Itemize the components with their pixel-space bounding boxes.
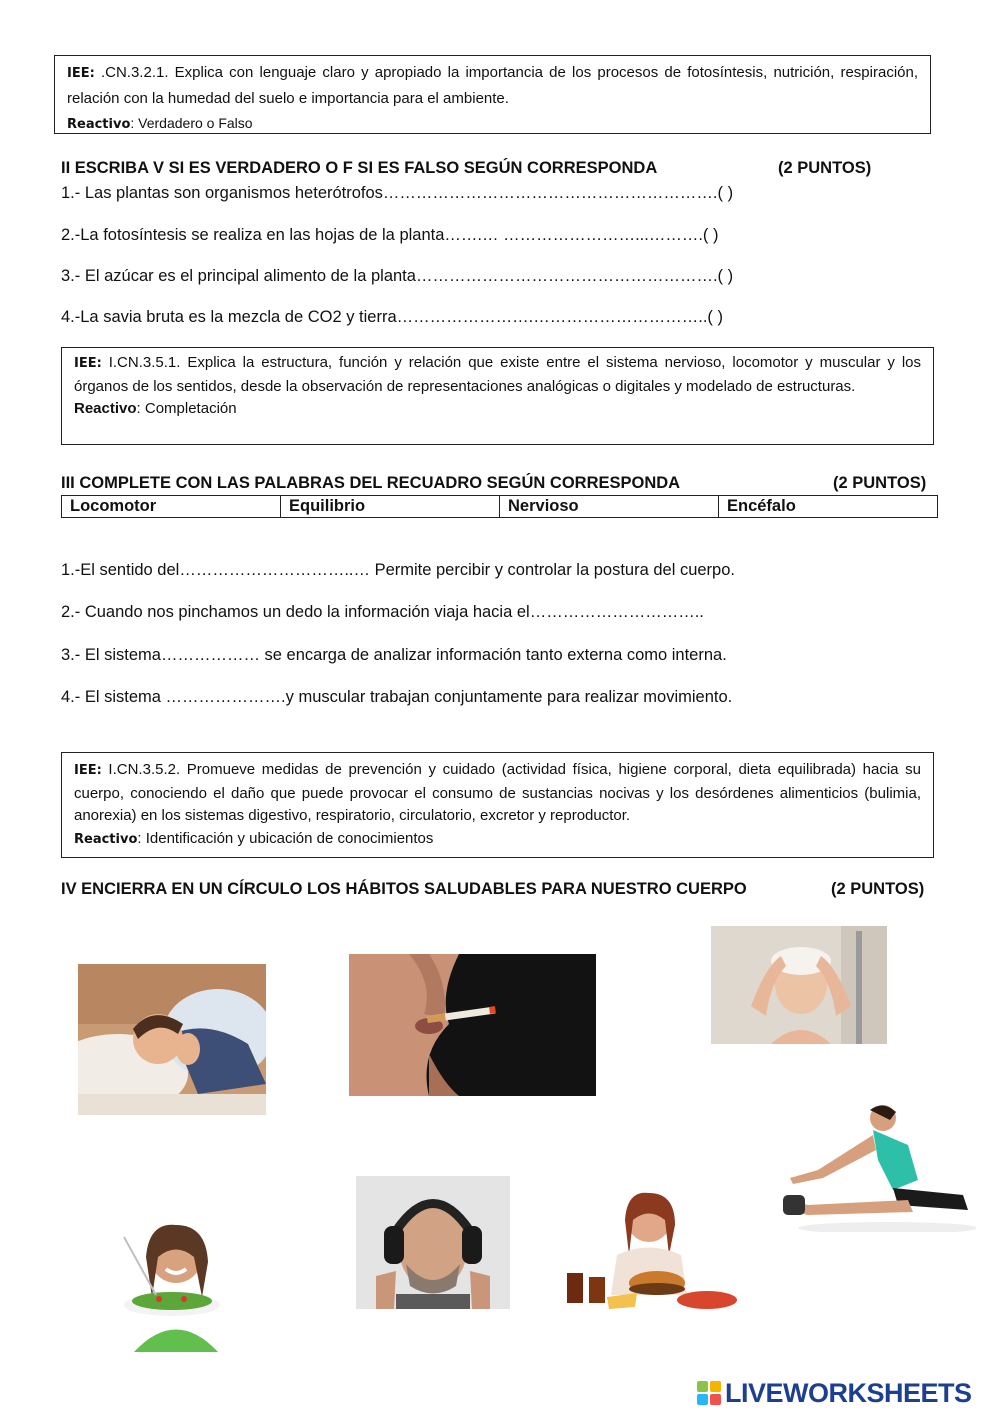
section-3-heading [61, 474, 938, 493]
liveworksheets-logo [697, 1377, 972, 1409]
section-4-points: (2 PUNTOS) [831, 880, 925, 898]
iee-label: IEE: [74, 356, 102, 371]
criteria-box-3 [61, 752, 934, 858]
reactivo-label: Reactivo [74, 831, 138, 847]
section-2-heading [61, 159, 938, 178]
smoking-photo[interactable] [349, 954, 596, 1096]
reactivo-text: : Verdadero o Falso [130, 115, 253, 131]
logo-text: LIVEWORKSHEETS [725, 1377, 972, 1408]
iee-text: I.CN.3.5.2. Promueve medidas de prevención y cuidado (actividad física, higiene corporal, dieta equilibrada) hacia su cuerpo, conociendo el daño que puede provocar el consumo de sustancias nocivas y los desórdenes alimenticios (bulimia, anorexia) en los sistemas digestivo, respiratorio, circulatorio, excretor y reproductor. [74, 761, 921, 824]
reactivo-label: Reactivo [67, 117, 131, 132]
iee-text: I.CN.3.5.1. Explica la estructura, función y relación que existe entre el sistema nervioso, locomotor y muscular y los órganos de los sentidos, desde la observación de representaciones analógicas o digitales y modelado de estructuras. [74, 354, 921, 395]
healthy-salad-photo[interactable] [94, 1217, 258, 1352]
iee-label: IEE: [67, 66, 95, 81]
section-4-title: IV ENCIERRA EN UN CÍRCULO LOS HÁBITOS SALUDABLES PARA NUESTRO CUERPO [61, 880, 747, 898]
section-3-points: (2 PUNTOS) [833, 474, 927, 492]
loud-headphones-photo[interactable] [356, 1176, 510, 1309]
reactivo-text: : Completación [136, 400, 237, 417]
tf-item-1: 1.- Las plantas son organismos heterótrofos…………………………………………………….( ) [61, 184, 734, 202]
sleeping-child-photo[interactable] [78, 964, 266, 1115]
criteria-box-2 [61, 347, 934, 445]
stretching-exercise-photo[interactable] [778, 1100, 976, 1232]
criteria-box-1 [54, 55, 931, 134]
reactivo-text: : Identificación y ubicación de conocimientos [137, 829, 434, 847]
iee-label: IEE: [74, 763, 102, 778]
iee-text: .CN.3.2.1. Explica con lenguaje claro y apropiado la importancia de los procesos de fotosíntesis, nutrición, respiración, relación con la humedad del suelo e importancia para el ambiente. [67, 64, 918, 107]
word-bank-cell: Nervioso [500, 496, 719, 518]
tf-item-2: 2.-La fotosíntesis se realiza en las hojas de la planta…….… ……………………...……….( ) [61, 226, 719, 244]
section-3-title: III COMPLETE CON LAS PALABRAS DEL RECUADRO SEGÚN CORRESPONDA [61, 474, 681, 492]
word-bank-cell: Encéfalo [719, 496, 938, 518]
tf-item-3: 3.- El azúcar es el principal alimento de la planta……………………………………………….( ) [61, 267, 734, 285]
fill-item-2: 2.- Cuando nos pinchamos un dedo la información viaja hacia el………………………….. [61, 603, 704, 621]
word-bank-cell: Locomotor [62, 496, 281, 518]
reactivo-label: Reactivo [74, 400, 137, 417]
fill-item-4: 4.- El sistema ………………….y muscular trabajan conjuntamente para realizar movimiento. [61, 688, 733, 706]
liveworksheets-logo-icon [697, 1381, 721, 1405]
section-2-title: II ESCRIBA V SI ES VERDADERO O F SI ES FALSO SEGÚN CORRESPONDA [61, 159, 658, 177]
fill-item-3: 3.- El sistema……………… se encarga de analizar información tanto externa como interna. [61, 646, 727, 664]
section-2-points: (2 PUNTOS) [778, 159, 872, 177]
word-bank-cell: Equilibrio [281, 496, 500, 518]
word-bank [61, 495, 938, 518]
shower-photo[interactable] [711, 926, 887, 1044]
junk-food-photo[interactable] [557, 1185, 741, 1318]
fill-item-1: 1.-El sentido del…………………………..… Permite percibir y controlar la postura del cuerpo. [61, 561, 735, 579]
tf-item-4: 4.-La savia bruta es la mezcla de CO2 y tierra…………………….…………………………..( ) [61, 308, 723, 326]
section-4-heading [61, 880, 938, 899]
